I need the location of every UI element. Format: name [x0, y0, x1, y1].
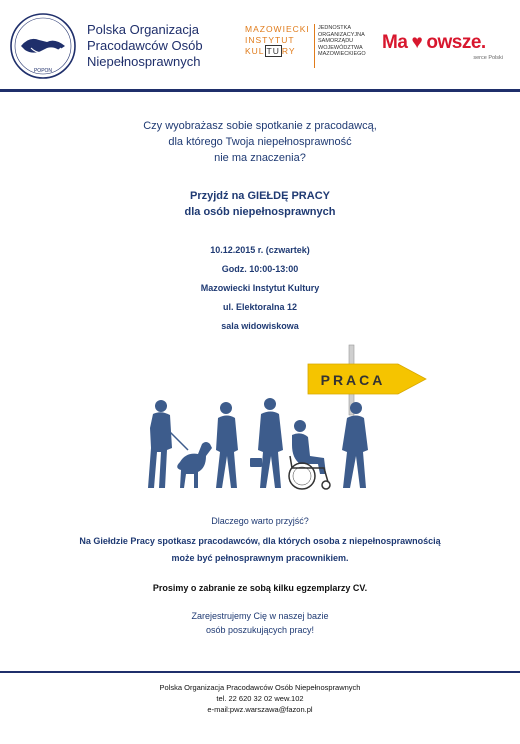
org-name-line: Niepełnosprawnych — [87, 54, 201, 69]
event-date: 10.12.2015 r. (czwartek) — [210, 245, 310, 255]
footer-divider — [0, 671, 520, 673]
mik-logo — [245, 24, 375, 72]
cv-request: Prosimy o zabranie ze sobą kilku egzemplarzy CV. — [152, 583, 368, 593]
person-icon — [350, 402, 362, 414]
why-attend-question: Dlaczego warto przyjść? — [211, 516, 309, 526]
job-seekers-illustration — [140, 340, 440, 500]
why-attend-body: Na Giełdzie Pracy spotkasz pracodawców, dla których osoba z niepełnosprawnością może być pełnosprawnym pracownikiem. — [79, 536, 441, 563]
registration-note: Zarejestrujemy Cię w naszej bazie osób poszukujących pracy! — [191, 611, 329, 635]
popon-logo — [9, 12, 77, 80]
praca-sign-text: PRACA — [320, 372, 386, 388]
organization-name — [87, 22, 203, 70]
person-icon — [294, 420, 306, 432]
header-divider — [0, 89, 520, 92]
mik-logo-name: MAZOWIECKI INSTYTUT KUL TU RY — [245, 24, 310, 56]
mazowsze-tagline: serce Polski — [473, 55, 503, 61]
person-icon — [155, 400, 167, 412]
person-icon — [264, 398, 276, 410]
briefcase-icon — [250, 458, 262, 467]
guide-dog-icon — [177, 442, 212, 488]
footer — [0, 682, 520, 715]
heart-icon: ♥ — [411, 32, 423, 53]
event-room: sala widowiskowa — [221, 321, 299, 331]
person-icon — [220, 402, 232, 414]
org-name-line: Pracodawców Osób — [87, 38, 203, 53]
event-venue: Mazowiecki Instytut Kultury — [200, 283, 320, 293]
invitation-heading: Przyjdź na GIEŁDĘ PRACY dla osób niepełnosprawnych — [184, 190, 336, 218]
mik-logo-divider — [314, 24, 315, 68]
footer-email: e-mail:pwz.warszawa@fazon.pl — [207, 705, 313, 714]
popon-logo-text: POPON — [33, 68, 53, 74]
footer-org: Polska Organizacja Pracodawców Osób Niepełnosprawnych — [159, 683, 361, 692]
header — [0, 0, 520, 88]
event-address: ul. Elektoralna 12 — [222, 302, 298, 312]
org-name-line: Polska Organizacja — [87, 22, 199, 37]
mik-logo-description: JEDNOSTKA ORGANIZACYJNA SAMORZĄDU WOJEWÓDZTWA MAZOWIECKIEGO — [318, 25, 366, 57]
intro-question: Czy wyobrażasz sobie spotkanie z pracodawcą, dla którego Twoja niepełnosprawność nie ma znaczenia? — [143, 120, 377, 164]
event-time: Godz. 10:00-13:00 — [221, 264, 299, 274]
mazowsze-logo: Ma ♥ owsze. serce Polski — [382, 32, 503, 61]
event-details — [0, 241, 520, 336]
footer-phone: tel. 22 620 32 02 wew.102 — [216, 694, 304, 703]
